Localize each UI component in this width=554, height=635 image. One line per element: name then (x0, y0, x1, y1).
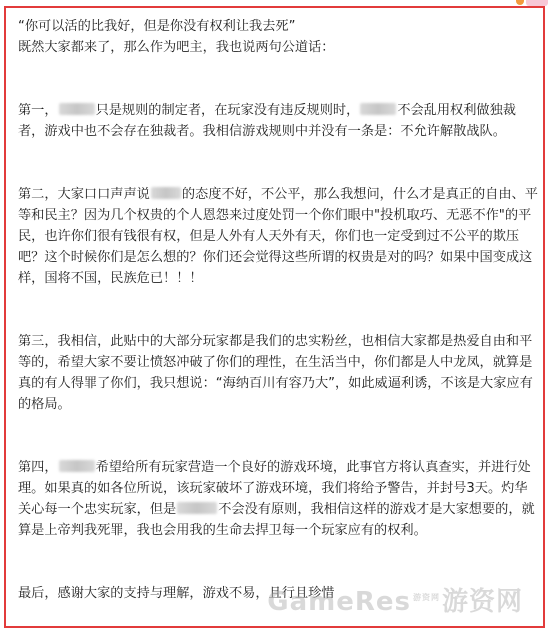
redacted-name (177, 502, 217, 514)
redacted-name (59, 460, 95, 472)
paragraph-fourth-end: 不会没有原则，我相信这样的游戏才是大家想要的，就算是上帝判我死罪，我也会用我的生命去捍卫每一个玩家应有的权利。 (18, 502, 535, 538)
paragraph-second-end: 的态度不好，不公平，那么我想问，什么才是真正的自由、平等和民主？因为几个权贵的个人恩怨来过度处罚一个你们眼中"投机取巧、无恶不作"的平民，也许你们很有钱很有权，但是人外有人天外有天，你们也一定受到过不公平的欺压吧？这个时候你们是怎么想的？你们还会觉得这些所谓的权贵是对的吗？如果中国变成这样，国将不国，民族危已！！！ (18, 187, 538, 286)
spacer (18, 541, 540, 583)
post-content (18, 16, 540, 604)
redacted-name (59, 103, 95, 115)
paragraph-first (18, 100, 540, 142)
spacer (18, 58, 540, 100)
spacer (18, 415, 540, 457)
redacted-name (360, 103, 396, 115)
watermark-logo (267, 581, 523, 618)
paragraph-third: 第三，我相信，此贴中的大部分玩家都是我们的忠实粉丝，也相信大家都是热爱自由和平等的，希望大家不要让愤怒冲破了你们的理性，在生活当中，你们都是人中龙凤，就算是真的有人得罪了你们，我只想说：“海纳百川有容乃大”，如此威逼利诱，不该是大家应有的格局。 (18, 334, 533, 412)
paragraph-first-end: 不会乱用权利做独裁者，游戏中也不会存在独裁者。我相信游戏规则中并没有一条是：不允许解散战队。 (18, 103, 516, 139)
post-intro: 既然大家都来了，那么作为吧主，我也说两句公道话： (18, 40, 335, 55)
paragraph-first-mid: 只是规则的制定者，在玩家没有违反规则时， (95, 103, 360, 118)
watermark-small: 游资网 (412, 593, 440, 602)
paragraph-last: 最后，感谢大家的支持与理解，游戏不易，且行且珍惜 (18, 586, 335, 601)
spacer (18, 142, 540, 184)
post-quote: “你可以活的比我好，但是你没有权利让我去死” (18, 19, 296, 34)
redacted-name (151, 187, 181, 199)
spacer (18, 289, 540, 331)
paragraph-fourth-lead: 第四， (18, 460, 58, 475)
top-dot-decoration (516, 0, 524, 5)
paragraph-second (18, 184, 540, 289)
paragraph-fourth (18, 457, 540, 541)
paragraph-first-lead: 第一， (18, 103, 58, 118)
highlight-frame (4, 6, 545, 628)
watermark-brand: GameRes (267, 587, 411, 617)
paragraph-fourth-mid: 希望给所有玩家营造一个良好的游戏环境，此事官方将认真查实，并进行处理。如果真的如各位所说，该玩家破坏了游戏环境，我们将给予警告，并封号3天。灼华关心每一个忠实玩家，但是 (18, 460, 531, 517)
watermark-cn: 游资网 (441, 587, 523, 617)
paragraph-second-lead: 第二，大家口口声声说 (18, 187, 150, 202)
